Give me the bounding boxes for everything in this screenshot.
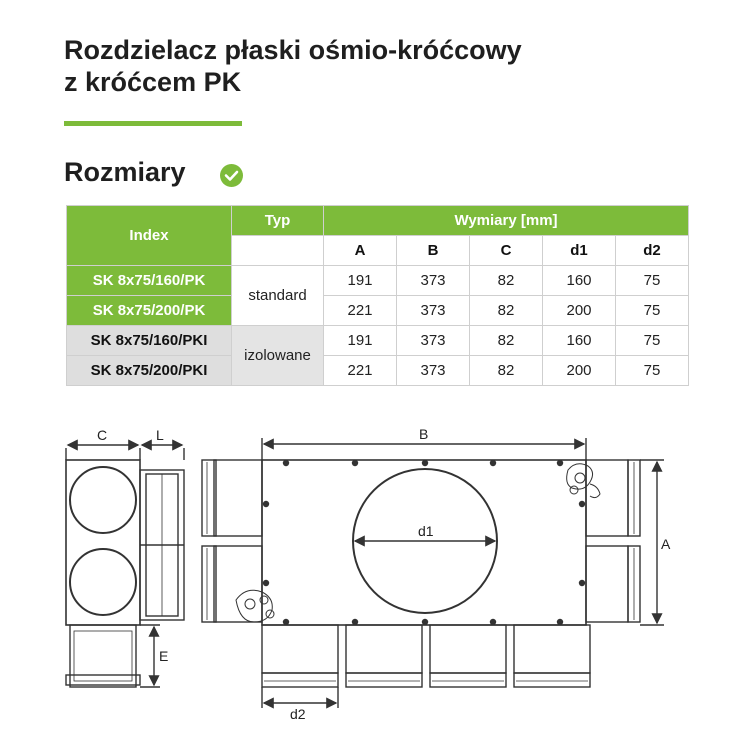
row-index: SK 8x75/200/PKI [67, 356, 232, 386]
cell: 191 [324, 326, 397, 356]
cell: 75 [616, 356, 689, 386]
row-index: SK 8x75/160/PK [67, 266, 232, 296]
cell: 160 [543, 326, 616, 356]
label-l: L [156, 427, 164, 443]
cell: 221 [324, 296, 397, 326]
col-d2: d2 [616, 236, 689, 266]
label-a: A [661, 536, 671, 552]
cell: 75 [616, 296, 689, 326]
cell: 160 [543, 266, 616, 296]
cell: 191 [324, 266, 397, 296]
label-d1: d1 [418, 523, 434, 539]
type-insulated: izolowane [232, 326, 324, 386]
cell: 82 [470, 326, 543, 356]
top-view [202, 426, 671, 722]
section-heading: Rozmiary [64, 157, 186, 187]
cap-detail-top [567, 464, 600, 498]
cell: 373 [397, 356, 470, 386]
label-b: B [419, 426, 429, 442]
row-index: SK 8x75/160/PKI [67, 326, 232, 356]
cell: 373 [397, 296, 470, 326]
title-line-1: Rozdzielacz płaski ośmio-króćcowy [64, 35, 522, 65]
cell: 373 [397, 266, 470, 296]
col-a: A [324, 236, 397, 266]
type-standard: standard [232, 266, 324, 326]
col-b: B [397, 236, 470, 266]
cell: 82 [470, 266, 543, 296]
label-c: C [97, 427, 108, 443]
title-line-2: z króćcem PK [64, 67, 242, 97]
row-index: SK 8x75/200/PK [67, 296, 232, 326]
cell: 75 [616, 266, 689, 296]
cell: 200 [543, 296, 616, 326]
cell: 82 [470, 356, 543, 386]
cell: 200 [543, 356, 616, 386]
col-c: C [470, 236, 543, 266]
cap-detail-bottom [236, 590, 274, 622]
cell: 82 [470, 296, 543, 326]
dims-header: Wymiary [mm] [324, 206, 689, 236]
cell: 221 [324, 356, 397, 386]
label-e: E [159, 648, 169, 664]
typ-header: Typ [232, 206, 324, 236]
label-d2: d2 [290, 706, 306, 722]
cell: 373 [397, 326, 470, 356]
col-d1: d1 [543, 236, 616, 266]
index-header: Index [67, 206, 232, 266]
cell: 75 [616, 326, 689, 356]
side-view [66, 427, 184, 687]
